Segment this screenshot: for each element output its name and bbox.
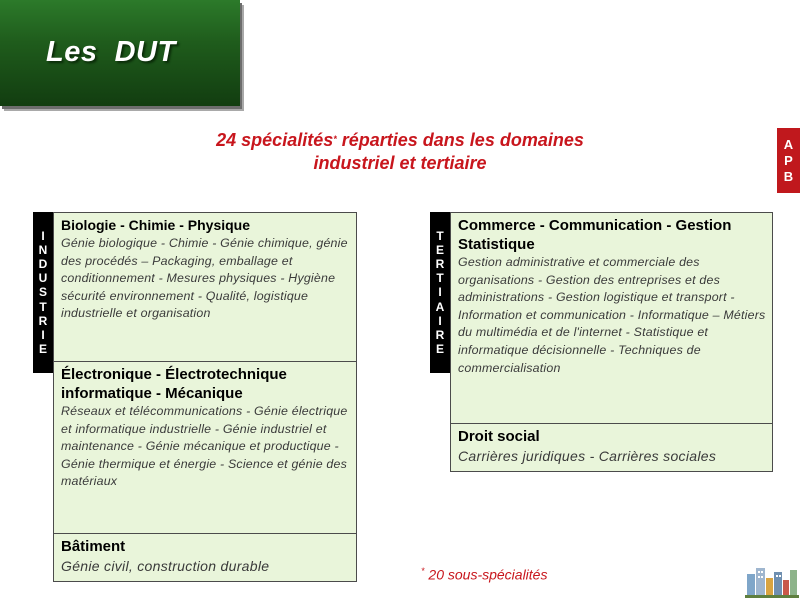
section-description: Gestion administrative et commerciale des organisations - Gestion des entreprises et des administrations - Gestion logistique et transport - Information et communication - Informatique – Métiers du multimédia et de l'internet - Statistique et informatique décisionnelle - Techniques de commercialisation <box>458 255 766 375</box>
label-letter: S <box>38 285 47 300</box>
label-letter: E <box>435 242 444 257</box>
building-logo-icon <box>745 560 799 598</box>
label-letter: D <box>38 256 48 271</box>
section-heading: Électronique - Électrotechnique informatique - Mécanique <box>61 366 287 402</box>
footnote-marker: * <box>421 566 425 576</box>
label-letter: A <box>435 299 445 314</box>
label-letter: N <box>38 242 48 257</box>
industrie-label <box>33 212 53 373</box>
industrie-section-biologie <box>54 213 356 362</box>
section-heading: Droit social <box>458 428 540 445</box>
industrie-section-batiment <box>54 534 356 581</box>
section-description: Réseaux et télécommunications - Génie électrique et informatique industrielle - Génie industriel et maintenance - Génie mécanique et productique - Génie thermique et énergie - Science et génie des matériaux <box>61 404 348 489</box>
subtitle <box>150 129 650 175</box>
label-letter: T <box>39 299 47 314</box>
tertiaire-section-droit <box>451 424 772 471</box>
subtitle-text-b: réparties dans les domaines <box>336 130 584 150</box>
label-letter: E <box>38 342 47 357</box>
apb-letter: P <box>784 152 793 168</box>
subtitle-text-a: 24 spécialités <box>216 130 334 150</box>
section-description: Carrières juridiques - Carrières sociales <box>458 448 717 464</box>
subtitle-line1 <box>216 130 584 150</box>
section-heading: Bâtiment <box>61 538 126 555</box>
section-heading: Commerce - Communication - Gestion Statistique <box>458 217 732 253</box>
apb-badge <box>777 128 800 193</box>
label-letter: I <box>41 328 45 342</box>
footnote-text: 20 sous-spécialités <box>424 566 548 583</box>
apb-letter: A <box>783 136 794 152</box>
title-banner <box>0 0 240 106</box>
tertiaire-section-commerce <box>451 213 772 424</box>
label-letter: E <box>435 342 444 357</box>
industrie-panel <box>53 212 357 582</box>
section-description: Génie civil, construction durable <box>61 558 270 574</box>
tertiaire-panel <box>450 212 773 472</box>
footnote <box>421 566 547 583</box>
label-letter: R <box>435 328 445 342</box>
section-description: Génie biologique - Chimie - Génie chimique, génie des procédés – Packaging, emballage et conditionnement - Mesures physiques - Hygiène sécurité environnement - Qualité, logistique industrielle et organisation <box>61 236 348 321</box>
page-title: Les DUT <box>46 36 176 68</box>
section-heading: Biologie - Chimie - Physique <box>61 217 251 233</box>
subtitle-footnote-marker: * <box>333 134 337 144</box>
label-letter: U <box>38 271 48 286</box>
label-letter: T <box>436 228 444 243</box>
label-letter: I <box>41 228 45 243</box>
apb-letter: B <box>783 168 794 184</box>
label-letter: R <box>435 256 445 271</box>
label-letter: I <box>438 285 442 300</box>
label-letter: T <box>436 271 444 286</box>
tertiaire-label <box>430 212 450 373</box>
subtitle-line2: industriel et tertiaire <box>313 153 487 173</box>
label-letter: R <box>38 313 48 328</box>
label-letter: I <box>438 313 442 328</box>
industrie-section-electronique <box>54 362 356 534</box>
